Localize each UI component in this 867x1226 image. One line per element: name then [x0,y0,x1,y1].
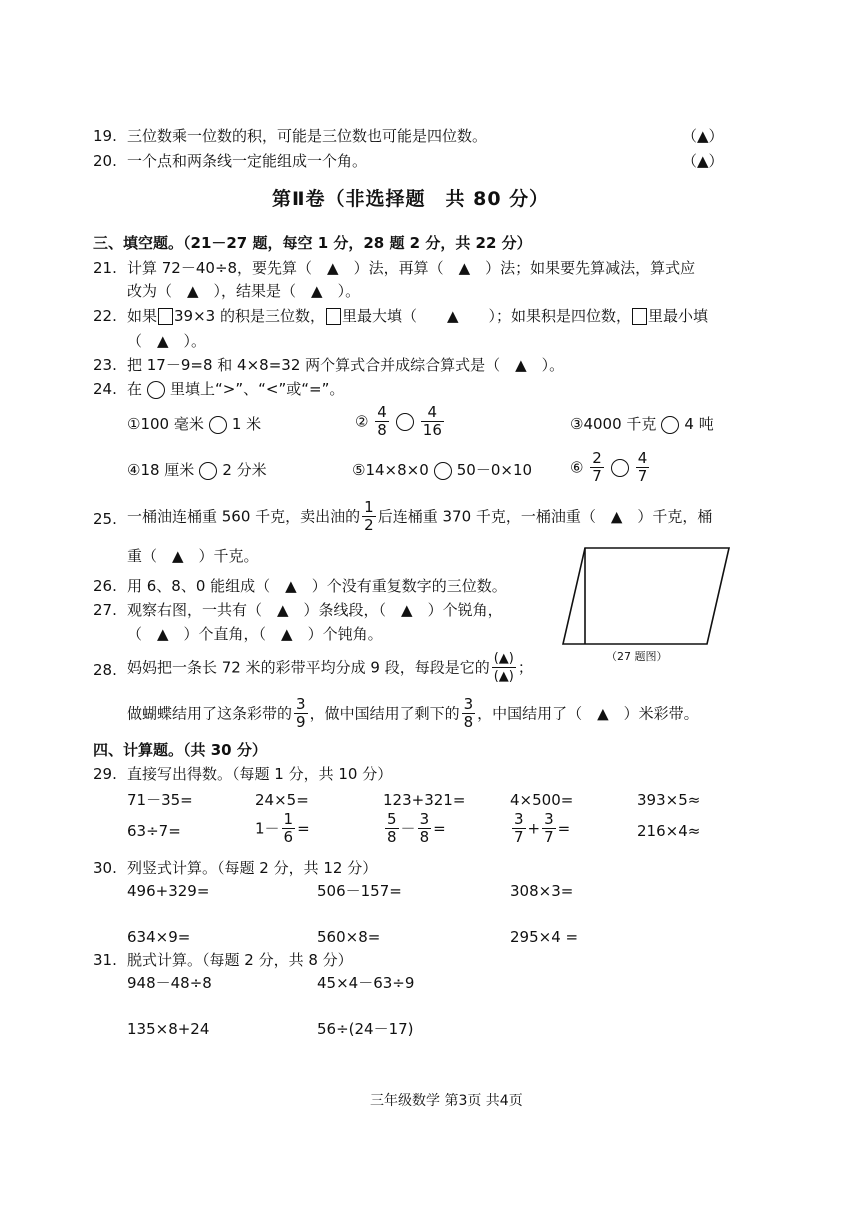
fraction [636,450,650,485]
denominator: 8 [419,828,430,846]
denominator: 7 [514,828,524,846]
expr-part: 1－ [255,819,280,838]
item-right: 4 吨 [684,415,714,433]
numerator: 4 [377,403,387,421]
q28-line1 [127,650,533,685]
fraction [282,811,296,846]
numerator: 3 [544,810,554,828]
q24-text-a: 在 [127,380,143,398]
q30-expr: 634×9= [127,928,191,946]
q19-answer: （▲） [682,127,724,145]
q27-line1: 观察右图，一共有（ ▲ ）条线段，（ ▲ ）个锐角， [127,601,503,619]
q24-item-1 [127,413,261,435]
q23-text: 把 17－9=8 和 4×8=32 两个算式合并成综合算式是（ ▲ ）。 [127,356,565,374]
parallelogram-figure [555,540,735,652]
q29-expr: 24×5= [255,791,309,809]
q24-item-6 [570,450,651,485]
q26-number: 26. [93,577,117,595]
q25-text-a: 一桶油连桶重 560 千克，卖出油的 [127,507,361,526]
q30-expr: 560×8= [317,928,381,946]
q29-expr: 63÷7= [127,822,181,840]
q28-text-a: 妈妈把一条长 72 米的彩带平均分成 9 段，每段是它的 [127,658,490,677]
denominator: 7 [544,828,554,846]
expr-part: － [400,819,416,838]
denominator: 16 [422,421,442,439]
item-right: 50－0×10 [456,461,533,479]
fraction [492,650,516,685]
q27-figure-caption: （27 题图） [606,650,668,663]
item-left: ⑥ [570,458,584,477]
q24-text [127,378,344,400]
q28-text-e: ，中国结用了（ ▲ ）米彩带。 [477,704,699,723]
compare-circle [147,381,165,399]
q29-expr: 4×500= [510,791,574,809]
blank-box [326,308,341,325]
q22-text-b: 39×3 的积是三位数， [174,307,325,325]
item-left: ③4000 千克 [570,415,657,433]
numerator: 4 [421,404,444,422]
fraction [385,811,399,846]
compare-circle [199,462,217,480]
expr-part: = [297,819,310,838]
fraction [462,696,476,731]
q29-expr: 123+321= [383,791,466,809]
denominator: 2 [364,516,374,534]
q19-text: 三位数乘一位数的积，可能是三位数也可能是四位数。 [127,127,488,145]
fraction [421,404,444,439]
q24-number: 24. [93,380,117,398]
q28-text-c: 做蝴蝶结用了这条彩带的 [127,704,293,723]
compare-circle [209,416,227,434]
section3-heading: 三、填空题。（21－27 题，每空 1 分，28 题 2 分，共 22 分） [93,234,532,252]
q28-text-d: ，做中国结用了剩下的 [309,704,460,723]
q25-text-b: 后连桶重 370 千克，一桶油重（ ▲ ）千克，桶 [377,507,713,526]
numerator: 2 [592,449,602,467]
q23-number: 23. [93,356,117,374]
part2-title: 第Ⅱ卷（非选择题 共 80 分） [272,188,550,210]
q21-number: 21. [93,259,117,277]
denominator: 6 [283,828,294,846]
fraction [362,499,376,534]
compare-circle [611,459,629,477]
q31-expr: 56÷(24－17) [317,1020,414,1038]
fraction [542,811,556,846]
denominator: 8 [377,421,387,439]
numerator: 3 [419,810,430,828]
item-left: ② [355,412,369,431]
denominator: 7 [592,467,602,485]
q21-line1: 计算 72－40÷8，要先算（ ▲ ）法，再算（ ▲ ）法；如果要先算减法，算式应 [127,259,696,277]
denominator: (▲) [493,669,514,684]
numerator: 1 [364,498,374,516]
q30-title: 列竖式计算。（每题 2 分，共 12 分） [127,859,378,877]
q25-number: 25. [93,510,117,528]
q29-expr: 393×5≈ [637,791,701,809]
blank-box [158,308,173,325]
q22-number: 22. [93,307,117,325]
q29-number: 29. [93,765,117,783]
q21-line2: 改为（ ▲ ），结果是（ ▲ ）。 [127,282,361,300]
q25-line2: 重（ ▲ ）千克。 [127,547,259,565]
item-left: ④18 厘米 [127,461,195,479]
q28-text-b: ； [517,658,533,677]
fraction [294,696,308,731]
item-right: 2 分米 [222,461,267,479]
q24-text-b: 里填上“>”、“<”或“=”。 [170,380,345,398]
q22-line2: （ ▲ ）。 [127,332,207,350]
q27-line2: （ ▲ ）个直角，（ ▲ ）个钝角。 [127,625,383,643]
q20-answer: （▲） [682,152,724,170]
q20-text: 一个点和两条线一定能组成一个角。 [127,152,368,170]
q30-number: 30. [93,859,117,877]
compare-circle [661,416,679,434]
q27-number: 27. [93,601,117,619]
numerator: 4 [637,449,648,467]
blank-box [632,308,647,325]
q22-text-a: 如果 [127,307,158,325]
item-right: 1 米 [231,415,262,433]
q26-text: 用 6、8、0 能组成（ ▲ ）个没有重复数字的三位数。 [127,577,507,595]
item-left: ①100 毫米 [127,415,204,433]
q29-expr-frac [510,811,570,846]
q22-line1 [127,305,708,327]
q24-item-4 [127,459,267,481]
q29-expr: 71－35= [127,791,193,809]
q31-number: 31. [93,951,117,969]
q19-number: 19. [93,127,117,145]
q29-expr: 216×4≈ [637,822,701,840]
denominator: 9 [296,713,306,731]
numerator: 1 [283,810,294,828]
q31-title: 脱式计算。（每题 2 分，共 8 分） [127,951,353,969]
q31-expr: 45×4－63÷9 [317,974,415,992]
q29-title: 直接写出得数。（每题 1 分，共 10 分） [127,765,393,783]
q24-item-5 [352,459,532,481]
expr-part: = [557,819,571,838]
q28-number: 28. [93,661,117,679]
fraction [512,811,526,846]
expr-part: + [527,819,541,838]
q30-expr: 506－157= [317,882,402,900]
fraction [590,450,604,485]
q28-line2 [127,696,699,731]
page-footer: 三年级数学 第3页 共4页 [370,1093,523,1109]
numerator: 3 [296,695,306,713]
numerator: (▲) [493,651,514,666]
denominator: 8 [463,713,474,731]
q30-expr: 308×3= [510,882,574,900]
fraction [418,811,432,846]
numerator: 5 [387,810,397,828]
fraction [375,404,389,439]
q31-expr: 135×8+24 [127,1020,210,1038]
compare-circle [434,462,452,480]
q29-expr-frac [383,811,446,846]
q29-expr-frac [255,811,310,846]
denominator: 7 [637,467,648,485]
q30-expr: 295×4 = [510,928,579,946]
denominator: 8 [387,828,397,846]
q31-expr: 948－48÷8 [127,974,212,992]
compare-circle [396,413,414,431]
expr-part: = [433,819,446,838]
q30-expr: 496+329= [127,882,210,900]
q22-text-c: 里最大填（ ▲ ）；如果积是四位数， [341,307,632,325]
parallelogram-shape [563,548,729,644]
section4-heading: 四、计算题。（共 30 分） [93,741,267,759]
q24-item-2 [355,404,446,439]
numerator: 3 [463,695,474,713]
q24-item-3 [570,413,714,435]
q20-number: 20. [93,152,117,170]
q25-line1 [127,499,712,534]
q22-text-d: 里最小填 [648,307,709,325]
item-left: ⑤14×8×0 [352,461,429,479]
numerator: 3 [514,810,524,828]
